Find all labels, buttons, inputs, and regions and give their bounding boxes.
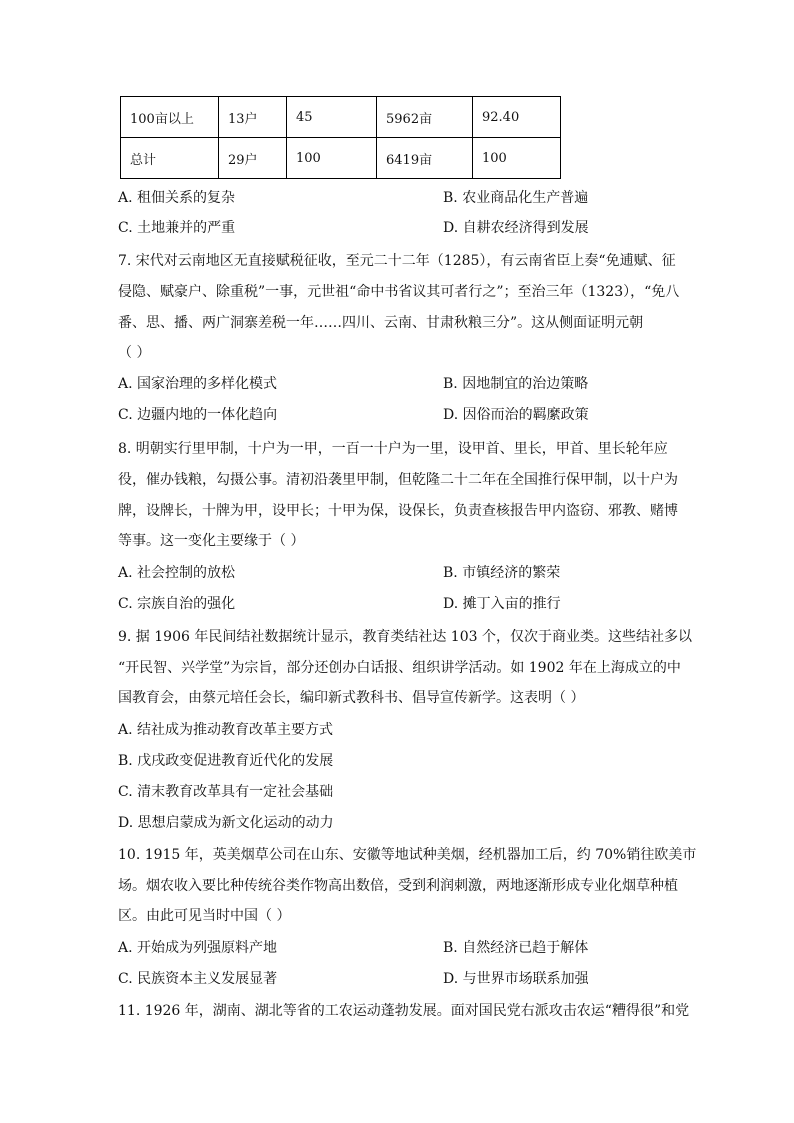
q7-option-d: D. 因俗而治的羁縻政策	[443, 407, 589, 423]
q7-option-b: B. 因地制宜的治边策略	[443, 376, 589, 392]
q10-stem-line: 场。烟农收入要比种传统谷类作物高出数倍，受到利润刺激，两地逐渐形成专业化烟草种植	[118, 878, 678, 894]
table-cell: 45	[287, 97, 377, 138]
q9-stem-line: “开民智、兴学堂”为宗旨，部分还创办白话报、组织讲学活动。如 1902 年在上海成立的中	[118, 660, 681, 676]
q7-option-a: A. 国家治理的多样化模式	[118, 376, 278, 392]
q8-option-a: A. 社会控制的放松	[118, 565, 236, 581]
q10-stem-line: 10. 1915 年，英美烟草公司在山东、安徽等地试种美烟，经机器加工后，约 70%销往欧美市	[118, 847, 697, 863]
q8-option-c: C. 宗族自治的强化	[118, 596, 236, 612]
q10-option-c: C. 民族资本主义发展显著	[118, 971, 278, 987]
q8-stem-line: 等事。这一变化主要缘于（ ）	[118, 533, 305, 549]
q8-stem-line: 役，催办钱粮，勾摄公事。清初沿袭里甲制，但乾隆二十二年在全国推行保甲制，以十户为	[118, 472, 678, 488]
q9-option-a: A. 结社成为推动教育改革主要方式	[118, 722, 334, 738]
q10-option-a: A. 开始成为列强原料产地	[118, 940, 278, 956]
q11-stem-line: 11. 1926 年，湖南、湖北等省的工农运动蓬勃发展。面对国民党右派攻击农运“糟得很”和党	[118, 1003, 690, 1019]
q8-stem-line: 牌，设牌长，十牌为甲，设甲长；十甲为保，设保长，负责查核报告甲内盗窃、邪教、赌博	[118, 503, 678, 519]
table-cell: 29户	[219, 138, 287, 179]
q8-option-b: B. 市镇经济的繁荣	[443, 565, 561, 581]
q10-option-b: B. 自然经济已趋于解体	[443, 940, 589, 956]
q7-stem-line: （ ）	[118, 345, 151, 361]
q6-option-a: A. 租佃关系的复杂	[118, 190, 236, 206]
q8-stem-line: 8. 明朝实行里甲制，十户为一甲，一百一十户为一里，设甲首、里长，甲首、里长轮年应	[118, 441, 668, 457]
q6-option-c: C. 土地兼并的严重	[118, 220, 236, 236]
q9-stem-line: 9. 据 1906 年民间结社数据统计显示，教育类结社达 103 个，仅次于商业类。这些结社多以	[118, 629, 692, 645]
table-cell: 13户	[219, 97, 287, 138]
q7-option-c: C. 边疆内地的一体化趋向	[118, 407, 278, 423]
q10-stem-line: 区。由此可见当时中国（ ）	[118, 908, 291, 924]
land-ownership-table	[120, 96, 561, 179]
q9-option-b: B. 戊戌政变促进教育近代化的发展	[118, 753, 334, 769]
q9-stem-line: 国教育会，由蔡元培任会长，编印新式教科书、倡导宣传新学。这表明（ ）	[118, 690, 585, 706]
q6-option-b: B. 农业商品化生产普遍	[443, 190, 589, 206]
q7-stem-line: 番、思、播、两广洞寨差税一年……四川、云南、甘肃秋粮三分”。这从侧面证明元朝	[118, 315, 644, 331]
table-cell: 100亩以上	[121, 97, 219, 138]
table-row	[121, 138, 561, 179]
table-cell: 92.40	[473, 97, 561, 138]
q7-stem-line: 侵隐、赋豪户、除重税”一事，元世祖“命中书省议其可者行之”；至治三年（1323），“免八	[118, 284, 680, 300]
q8-option-d: D. 摊丁入亩的推行	[443, 596, 561, 612]
q7-stem-line: 7. 宋代对云南地区无直接赋税征收，至元二十二年（1285），有云南省臣上奏“免逋赋、征	[118, 253, 676, 269]
q9-option-d: D. 思想启蒙成为新文化运动的动力	[118, 815, 334, 831]
table-cell: 100	[473, 138, 561, 179]
table-row	[121, 97, 561, 138]
table-cell: 6419亩	[377, 138, 473, 179]
q10-option-d: D. 与世界市场联系加强	[443, 971, 589, 987]
q9-option-c: C. 清末教育改革具有一定社会基础	[118, 784, 334, 800]
table-cell: 总计	[121, 138, 219, 179]
table-cell: 100	[287, 138, 377, 179]
table-cell: 5962亩	[377, 97, 473, 138]
q6-option-d: D. 自耕农经济得到发展	[443, 220, 589, 236]
